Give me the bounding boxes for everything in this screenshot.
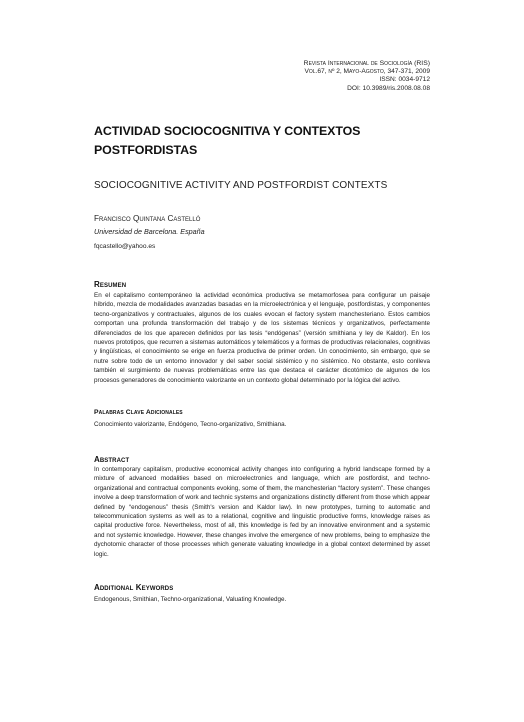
abstract-text: In contemporary capitalism, productive economical activity changes into configuring a hybrid landscape formed by a mixture of advanced modalities based on microelectronics and language, which are postfordist, and techno-organizational and contractual components evoking, some of them, the manchesterian “factory system”. These changes involve a deep transformation of work and technic systems and organizations distinctly different from those which appear defined by “endogenous” thesis (Smith's version and Kaldor law). In new prototypes, turning to automatic and telecommunication systems as well as to a relational, cognitive and linguistic productive forms, knowledge raises as capital productive force. Nevertheless, most of all, this knowledge is fed by an innovative environment and a systemic and not systemic knowledge. However, these changes involve the emergence of new problems, being to emphasize the dychotomic character of those processes which generate valuating knowledge in a global context determined by asset logic. <box>94 466 430 558</box>
author-email: fqcastello@yahoo.es <box>94 243 156 250</box>
title-spanish <box>94 122 434 160</box>
palabras-clave-text: Conocimiento valorizante, Endógeno, Tecno-organizativo, Smithiana. <box>94 421 287 428</box>
title-spanish-line-2: POSTFORDISTAS <box>94 143 198 157</box>
title-english: SOCIOCOGNITIVE ACTIVITY AND POSTFORDIST CONTEXTS <box>94 180 388 191</box>
resumen-text: En el capitalismo contemporáneo la actividad económica productiva se metamorfosea para configurar un paisaje híbrido, mezcla de modalidades avanzadas basadas en la microelectrónica y el lenguaje, postfordistas, y componentes tecno-organizativos y contractuales, algunos de los cuales evocan el factory system manchesteriano. Estos cambios comportan una profunda transformación del trabajo y de los sistemas técnicos y organizativos, perfectamente diferenciados de los que aparecen definidos por las tesis “endógenas” (versión smithiana y ley de Kaldor). En los nuevos prototipos, que recurren a sistemas automáticos y telemáticos y a formas de productivas relacionales, cognitivas y lingüísticas, el conocimiento se erige en fuerza productiva de primer orden. Un conocimiento, sin embargo, que se nutre sobre todo de un entorno innovador y del saber social sistémico y no sistémico. No obstante, esto conlleva también el surgimiento de nuevas problemáticas entre las que destaca el carácter dicotómico de algunos de los procesos generadores de conocimiento valorizante en un contexto global determinado por la lógica del activo. <box>94 292 430 384</box>
author-name: Francisco Quintana Castelló <box>94 214 201 223</box>
doi: DOI: 10.3989/ris.2008.08.08 <box>347 84 430 92</box>
keywords-heading: Additional Keywords <box>94 583 174 592</box>
keywords-text: Endogenous, Smithian, Techno-organizational, Valuating Knowledge. <box>94 596 287 603</box>
title-spanish-line-1: ACTIVIDAD SOCIOCOGNITIVA Y CONTEXTOS <box>94 124 361 138</box>
journal-header <box>304 60 430 93</box>
journal-name: Revista Internacional de Sociología (RIS) <box>303 60 430 67</box>
resumen-heading: Resumen <box>94 280 127 289</box>
palabras-clave-heading: Palabras Clave Adicionales <box>94 409 183 416</box>
issn: ISSN: 0034-9712 <box>379 76 430 84</box>
author-affiliation: Universidad de Barcelona. España <box>94 227 205 236</box>
volume-info: Vol.67, nº 2, Mayo-Agosto, 347-371, 2009 <box>304 68 430 76</box>
abstract-heading: Abstract <box>94 455 130 464</box>
